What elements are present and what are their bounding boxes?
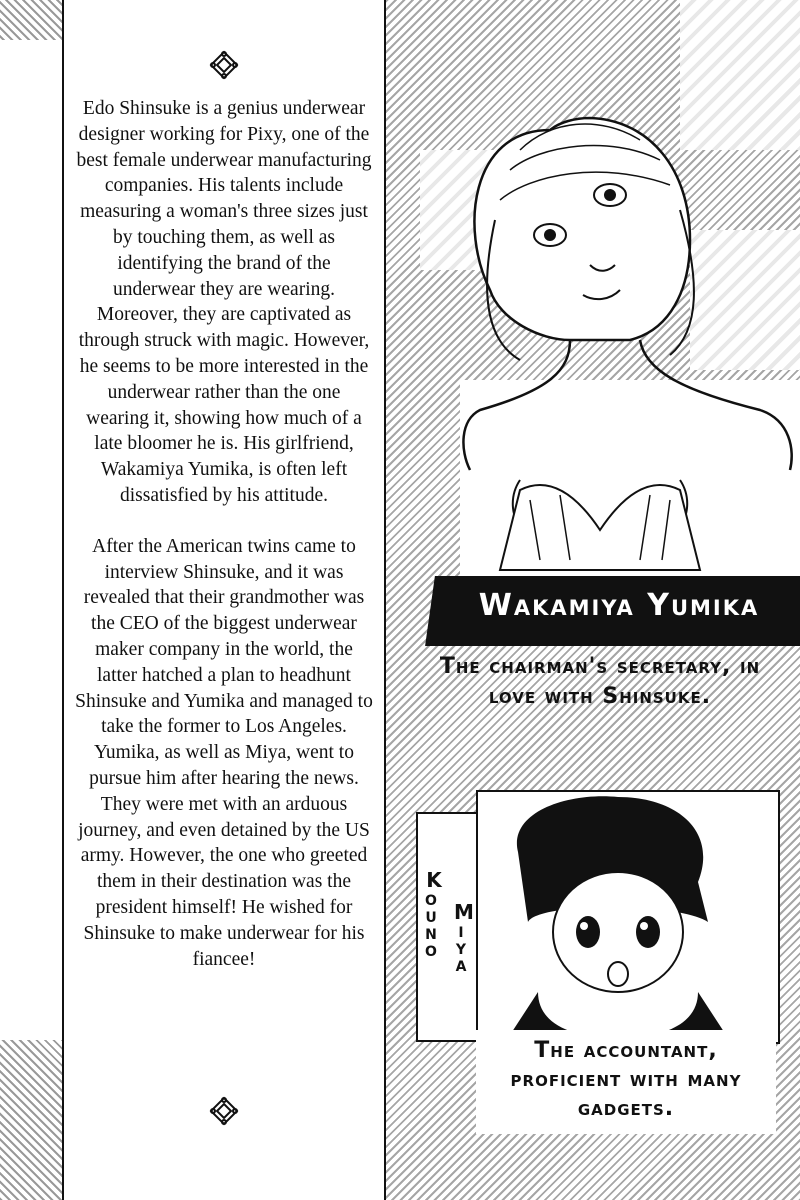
miya-surname: Kouno — [422, 868, 446, 961]
story-summary — [74, 96, 374, 997]
story-paragraph-2: After the American twins came to interview Shinsuke, and it was revealed that their grandmother was the CEO of the biggest underwear maker company in the world, the latter hatched a plan to headhunt Shinsuke and Yumika and managed to take the former to Los Angeles. Yumika, as well as Miya, went to pursue him after hearing the news. They were met with an arduous journey, and even detained by the US army. However, the one who greeted them in their destination was the president himself! He wished for Shinsuke to make underwear for his fiancee! — [75, 535, 373, 970]
miya-given-name: Miya — [452, 900, 476, 976]
text-column — [62, 0, 386, 1200]
left-white-area — [0, 40, 62, 1040]
diamond-ornament-icon — [209, 1096, 239, 1126]
yumika-name: Wakamiya Yumika — [478, 588, 760, 623]
miya-portrait-frame — [476, 790, 780, 1044]
miya-description: The accountant, proficient with many gadgets. — [510, 1038, 742, 1121]
yumika-illustration — [400, 90, 800, 580]
story-paragraph-1: Edo Shinsuke is a genius underwear designer working for Pixy, one of the best female underwear manufacturing companies. His talents include measuring a woman's three sizes just by touching them, as well as identifying the brand of the underwear they are wearing. Moreover, they are captivated as through struck with magic. However, he seems to be more interested in the underwear rather than the one wearing it, showing how much of a late bloomer he is. His girlfriend, Wakamiya Yumika, is often left dissatisfied by his attitude. — [76, 98, 372, 506]
diamond-ornament-icon — [209, 50, 239, 80]
miya-illustration — [478, 792, 774, 1038]
yumika-description: The chairman's secretary, in love with Shinsuke. — [439, 654, 761, 709]
left-tone-border — [0, 0, 62, 1200]
